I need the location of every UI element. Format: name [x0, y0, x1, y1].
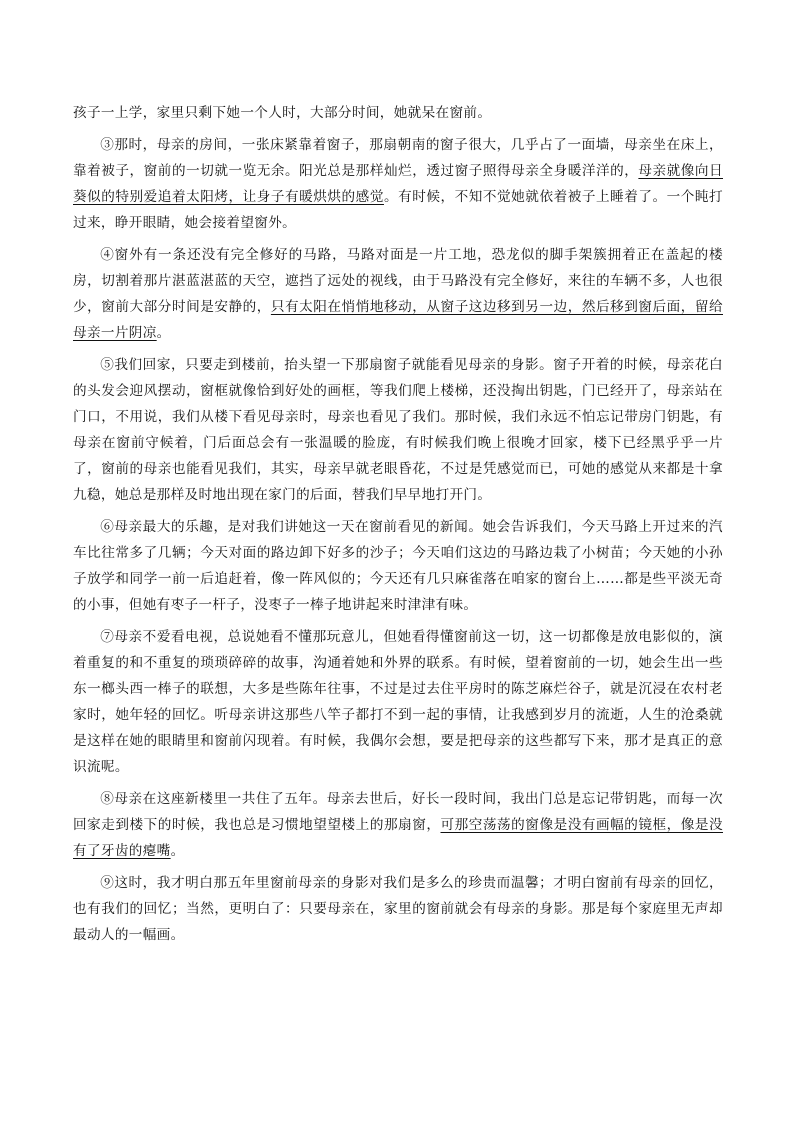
paragraph-8 [73, 786, 723, 864]
underlined-sentence: 母亲就像向日葵似的特别爱追着太阳烤，让身子有暖烘烘的感觉 [73, 163, 723, 205]
paragraph-text: ⑨这时，我才明白那五年里窗前母亲的身影对我们是多么的珍贵而温馨；才明白窗前有母亲的回忆，也有我们的回忆；当然，更明白了：只要母亲在，家里的窗前就会有母亲的身影。那是每个家庭里无声却最动人的一幅画。 [73, 875, 723, 943]
paragraph-text: 。 [156, 325, 171, 341]
paragraph-4 [73, 242, 723, 346]
paragraph-text: ⑤我们回家，只要走到楼前，抬头望一下那扇窗子就能看见母亲的身影。窗子开着的时候，母亲花白的头发会迎风摆动，窗框就像恰到好处的画框，等我们爬上楼梯，还没掏出钥匙，门已经开了，母亲站在门口，不用说，我们从楼下看见母亲时，母亲也看见了我们。那时候，我们永远不怕忘记带房门钥匙，有母亲在窗前守候着，门后面总会有一张温暖的脸庞，有时候我们晚上很晚才回家，楼下已经黑乎乎一片了，窗前的母亲也能看见我们，其实，母亲早就老眼昏花，不过是凭感觉而已，可她的感觉从来都是十拿九稳，她总是那样及时地出现在家门的后面，替我们早早地打开门。 [73, 357, 723, 503]
paragraph-text: ④窗外有一条还没有完全修好的马路，马路对面是一片工地，恐龙似的脚手架簇拥着正在盖起的楼房，切割着那片湛蓝湛蓝的天空，遮挡了远处的视线，由于马路没有完全修好，来往的车辆不多，人也很少，窗前大部分时间是安静的， [73, 247, 723, 315]
paragraph-3 [73, 132, 723, 236]
paragraph-text: ⑥母亲最大的乐趣，是对我们讲她这一天在窗前看见的新闻。她会告诉我们，今天马路上开过来的汽车比往常多了几辆；今天对面的路边卸下好多的沙子；今天咱们这边的马路边栽了小树苗；今天她的小孙子放学和同学一前一后追赶着，像一阵风似的；今天还有几只麻雀落在咱家的窗台上……都是些平淡无奇的小事，但她有枣子一杆子，没枣子一棒子地讲起来时津津有味。 [73, 519, 723, 613]
paragraph-9 [73, 870, 723, 948]
paragraph-text: 。 [170, 843, 185, 859]
paragraph-text: 。有时候，不知不觉她就依着被子上睡着了。一个盹打过来，睁开眼睛，她会接着望窗外。 [73, 189, 724, 231]
paragraph-7 [73, 624, 723, 780]
paragraph-0 [73, 100, 723, 126]
underlined-sentence: 只有太阳在悄悄地移动，从窗子这边移到另一边，然后移到窗后面，留给母亲一片阴凉 [73, 299, 723, 341]
paragraph-5 [73, 352, 723, 508]
paragraph-text: 孩子一上学，家里只剩下她一个人时，大部分时间，她就呆在窗前。 [73, 105, 492, 121]
paragraph-6 [73, 514, 723, 618]
underlined-sentence: 可那空荡荡的窗像是没有画幅的镜框，像是没有了牙齿的瘪嘴 [73, 817, 723, 859]
article-body [73, 100, 723, 954]
paragraph-text: ③那时，母亲的房间，一张床紧靠着窗子，那扇朝南的窗子很大，几乎占了一面墙，母亲坐在床上，靠着被子，窗前的一切就一览无余。阳光总是那样灿烂，透过窗子照得母亲全身暖洋洋的， [73, 137, 723, 179]
paragraph-text: ⑧母亲在这座新楼里一共住了五年。母亲去世后，好长一段时间，我出门总是忘记带钥匙，而每一次回家走到楼下的时候，我也总是习惯地望望楼上的那扇窗， [73, 791, 723, 833]
paragraph-text: ⑦母亲不爱看电视，总说她看不懂那玩意儿，但她看得懂窗前这一切，这一切都像是放电影似的，演着重复的和不重复的琐琐碎碎的故事，沟通着她和外界的联系。有时候，望着窗前的一切，她会生出一些东一榔头西一棒子的联想，大多是些陈年往事，不过是过去住平房时的陈芝麻烂谷子，就是沉浸在农村老家时，她年轻的回忆。听母亲讲这那些八竿子都打不到一起的事情，让我感到岁月的流逝，人生的沧桑就是这样在她的眼睛里和窗前闪现着。有时候，我偶尔会想，要是把母亲的这些都写下来，那才是真正的意识流呢。 [73, 629, 723, 775]
